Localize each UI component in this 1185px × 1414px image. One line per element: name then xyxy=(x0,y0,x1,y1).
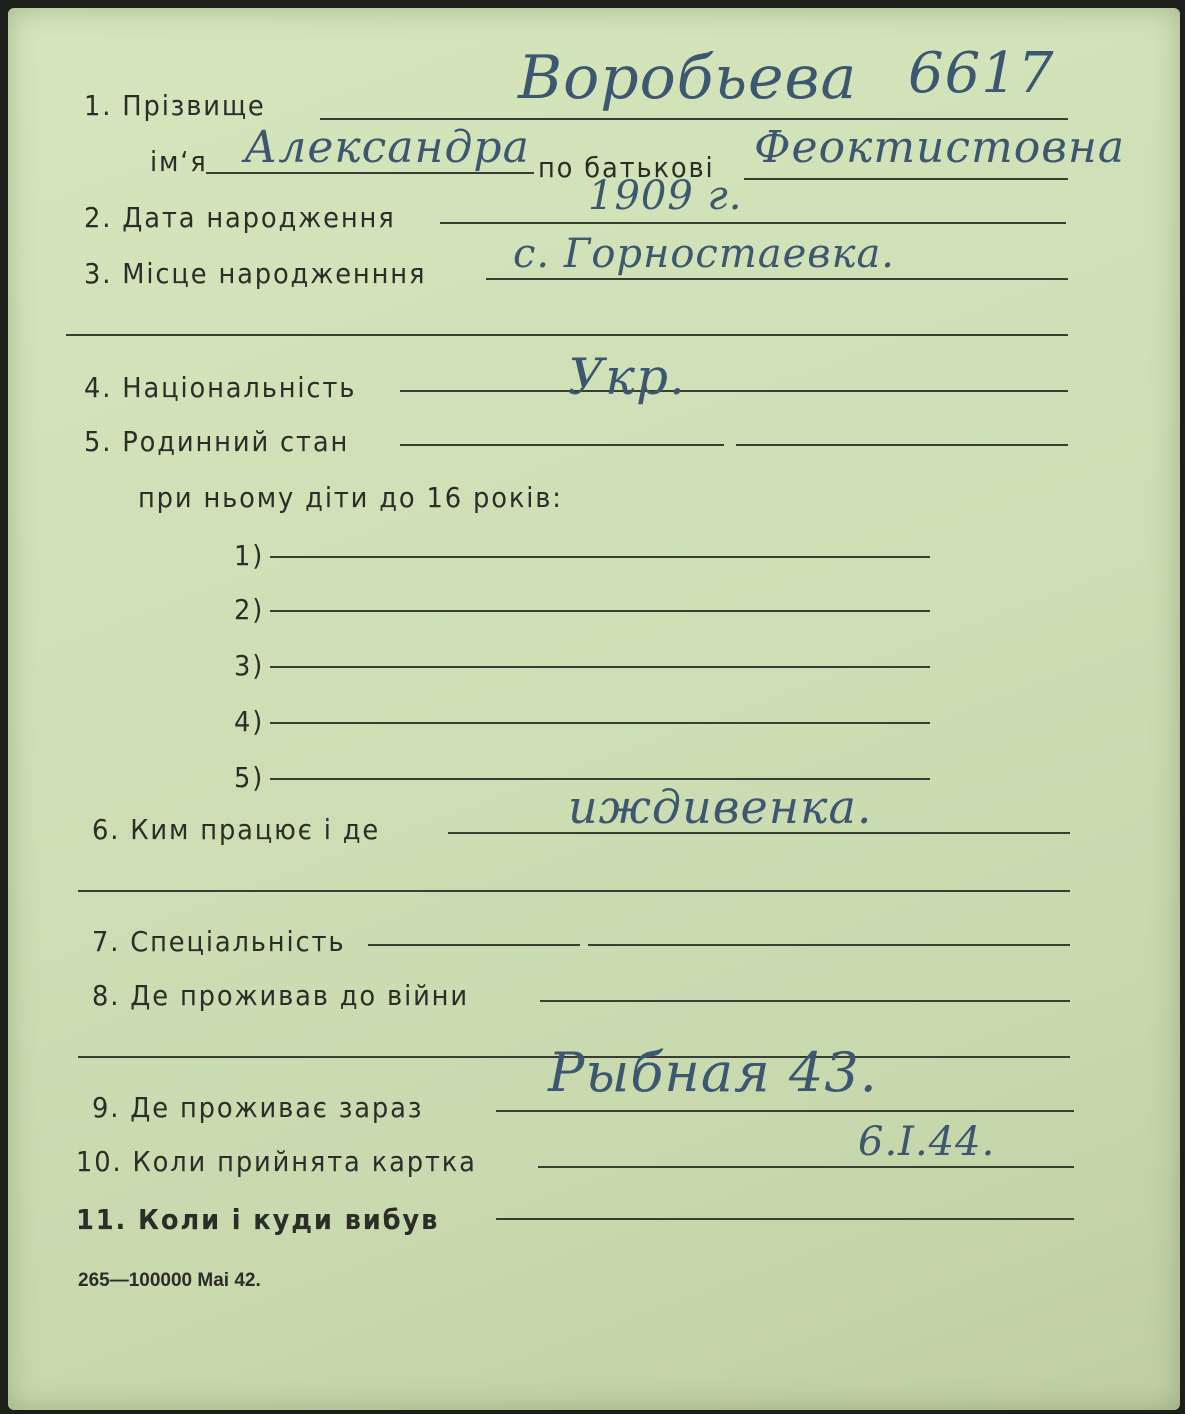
child-3-line xyxy=(270,666,930,668)
left-label: 11. Коли і куди вибув xyxy=(76,1203,440,1236)
specialty-line-2 xyxy=(588,944,1070,946)
child-3-label: 3) xyxy=(234,649,265,682)
name-label: ім‘я xyxy=(150,145,208,178)
surname-value: Воробьева xyxy=(518,43,858,113)
nationality-line xyxy=(400,390,1068,392)
current-value: Рыбная 43. xyxy=(548,1041,878,1104)
surname-label: 1. Прізвище xyxy=(84,89,266,122)
surname-line xyxy=(320,118,1068,120)
patronymic-label: по батькові xyxy=(538,151,715,184)
marital-label: 5. Родинний стан xyxy=(84,425,350,458)
card-number: 6617 xyxy=(908,41,1055,106)
name-value: Александра xyxy=(244,122,530,173)
birth-place-line xyxy=(486,278,1068,280)
child-4-line xyxy=(270,722,930,724)
work-line-2 xyxy=(78,890,1070,892)
specialty-line-1 xyxy=(368,944,580,946)
nationality-label: 4. Національність xyxy=(84,371,357,404)
specialty-label: 7. Спеціальність xyxy=(92,925,346,958)
child-4-label: 4) xyxy=(234,705,265,738)
patronymic-value: Феоктистовна xyxy=(754,122,1126,173)
child-2-line xyxy=(270,610,930,612)
child-1-line xyxy=(270,556,930,558)
children-label: при ньому діти до 16 років: xyxy=(138,481,563,514)
prewar-line xyxy=(540,1000,1070,1002)
marital-line-1 xyxy=(400,444,724,446)
child-5-label: 5) xyxy=(234,761,265,794)
marital-line-2 xyxy=(736,444,1068,446)
accepted-line xyxy=(538,1166,1074,1168)
nationality-value: Укр. xyxy=(568,348,686,406)
left-line xyxy=(496,1218,1074,1220)
child-2-label: 2) xyxy=(234,593,265,626)
child-1-label: 1) xyxy=(234,539,265,572)
birth-place-value: с. Горностаевка. xyxy=(513,231,896,277)
print-footer: 265—100000 Mai 42. xyxy=(78,1270,261,1291)
work-label: 6. Ким працює і де xyxy=(92,813,381,846)
birth-place-label: 3. Місце народженння xyxy=(84,257,427,290)
birth-place-line-2 xyxy=(66,334,1068,336)
work-value: иждивенка. xyxy=(568,780,873,834)
accepted-value: 6.I.44. xyxy=(858,1119,996,1165)
registration-card xyxy=(8,8,1180,1410)
current-label: 9. Де проживає зараз xyxy=(92,1091,424,1124)
birth-date-value: 1909 г. xyxy=(588,173,743,219)
birth-date-label: 2. Дата народження xyxy=(84,201,396,234)
birth-date-line xyxy=(440,222,1066,224)
accepted-label: 10. Коли прийнята картка xyxy=(76,1145,477,1178)
current-line xyxy=(496,1110,1074,1112)
prewar-label: 8. Де проживав до війни xyxy=(92,979,469,1012)
patronymic-line xyxy=(744,178,1068,180)
